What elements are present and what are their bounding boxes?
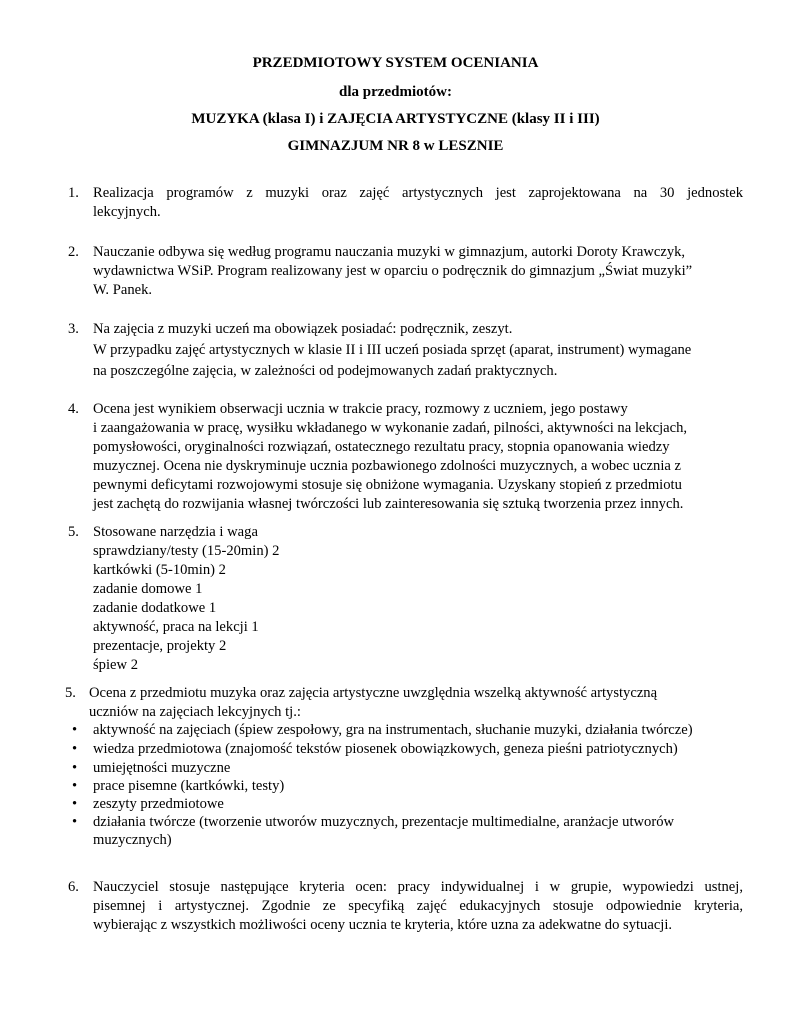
- bullet-item: wiedza przedmiotowa (znajomość tekstów piosenek obowiązkowych, geneza pieśni patriotycznych): [93, 741, 678, 757]
- item-text-line: pomysłowości, oryginalności rozwiązań, ostatecznego rezultatu pracy, stopnia opanowania wiedzy: [93, 439, 670, 455]
- item-text-line: Ocena jest wynikiem obserwacji ucznia w trakcie pracy, rozmowy z uczniem, jego postawy: [93, 401, 628, 417]
- item-text-line: pewnymi deficytami rozwojowymi stosuje się obniżone wymagania. Uzyskany stopień z przedmiotu: [93, 477, 682, 493]
- item-number: 5.: [65, 685, 76, 701]
- item-number: 5.: [68, 524, 79, 540]
- item-text-line: muzycznej. Ocena nie dyskryminuje ucznia pozbawionego zdolności muzycznych, a wobec ucznia z: [93, 458, 681, 474]
- item-number: 1.: [68, 185, 79, 201]
- item-text-line: W przypadku zajęć artystycznych w klasie II i III uczeń posiada sprzęt (aparat, instrument) wymagane: [93, 342, 692, 358]
- bullet-item-continuation: muzycznych): [93, 832, 172, 848]
- item-text-line: jest zachętą do rozwijania własnej twórczości lub zainteresowania się sztuką tworzenia przez innych.: [93, 496, 684, 512]
- item-number: 3.: [68, 321, 79, 337]
- document-subtitle: dla przedmiotów:: [339, 84, 452, 100]
- item-text-line: wybierając z wszystkich możliwości oceny ucznia te kryteria, które uzna za adekwatne do sytuacji.: [93, 917, 673, 933]
- item-text-line: Stosowane narzędzia i waga: [93, 524, 258, 540]
- item-text-line: Nauczanie odbywa się według programu nauczania muzyki w gimnazjum, autorki Doroty Krawczyk,: [93, 244, 686, 260]
- tool-weight-line: prezentacje, projekty 2: [93, 638, 227, 654]
- item-text-line: wydawnictwa WSiP. Program realizowany jest w oparciu o podręcznik do gimnazjum „Świat muzyki”: [93, 263, 693, 279]
- tool-weight-line: kartkówki (5-10min) 2: [93, 562, 226, 578]
- document-school: GIMNAZJUM NR 8 w LESZNIE: [287, 138, 504, 154]
- tool-weight-line: aktywność, praca na lekcji 1: [93, 619, 259, 635]
- item-text-line: Realizacja programów z muzyki oraz zajęć artystycznych jest zaprojektowana na 30 jednostek: [93, 185, 743, 201]
- item-text-line: na poszczególne zajęcia, w zależności od podejmowanych zadań praktycznych.: [93, 363, 558, 379]
- item-text-line: Na zajęcia z muzyki uczeń ma obowiązek posiadać: podręcznik, zeszyt.: [93, 321, 513, 337]
- item-text-line: Nauczyciel stosuje następujące kryteria ocen: pracy indywidualnej i w grupie, wypowiedzi ustnej,: [93, 879, 743, 895]
- item-text-line: uczniów na zajęciach lekcyjnych tj.:: [89, 704, 301, 720]
- item-text-line: i zaangażowania w pracę, wysiłku wkładanego w wykonanie zadań, pilności, aktywności na lekcjach,: [93, 420, 688, 436]
- tool-weight-line: zadanie domowe 1: [93, 581, 203, 597]
- document-title: PRZEDMIOTOWY SYSTEM OCENIANIA: [252, 55, 539, 71]
- bullet-icon: •: [72, 778, 78, 794]
- tool-weight-line: śpiew 2: [93, 657, 138, 673]
- bullet-item: prace pisemne (kartkówki, testy): [93, 778, 285, 794]
- item-text-line: Ocena z przedmiotu muzyka oraz zajęcia artystyczne uwzględnia wszelką aktywność artystyczną: [89, 685, 658, 701]
- bullet-item: umiejętności muzyczne: [93, 760, 231, 776]
- item-number: 2.: [68, 244, 79, 260]
- item-text-line: pisemnej i artystycznej. Zgodnie ze specyfiką zajęć edukacyjnych stosuje odpowiednie kryteria,: [93, 898, 743, 914]
- bullet-item: aktywność na zajęciach (śpiew zespołowy, gra na instrumentach, słuchanie muzyki, działania twórcze): [93, 722, 693, 738]
- bullet-icon: •: [72, 760, 78, 776]
- item-number: 6.: [68, 879, 79, 895]
- bullet-item: zeszyty przedmiotowe: [93, 796, 224, 812]
- document-subjects: MUZYKA (klasa I) i ZAJĘCIA ARTYSTYCZNE (klasy II i III): [191, 111, 600, 127]
- bullet-icon: •: [72, 722, 78, 738]
- tool-weight-line: sprawdziany/testy (15-20min) 2: [93, 543, 280, 559]
- item-text-line: W. Panek.: [93, 282, 153, 298]
- bullet-icon: •: [72, 814, 78, 830]
- bullet-icon: •: [72, 796, 78, 812]
- tool-weight-line: zadanie dodatkowe 1: [93, 600, 217, 616]
- bullet-item: działania twórcze (tworzenie utworów muzycznych, prezentacje multimedialne, aranżacje utworów: [93, 814, 675, 830]
- bullet-icon: •: [72, 741, 78, 757]
- item-text-line: lekcyjnych.: [93, 204, 161, 220]
- item-number: 4.: [68, 401, 79, 417]
